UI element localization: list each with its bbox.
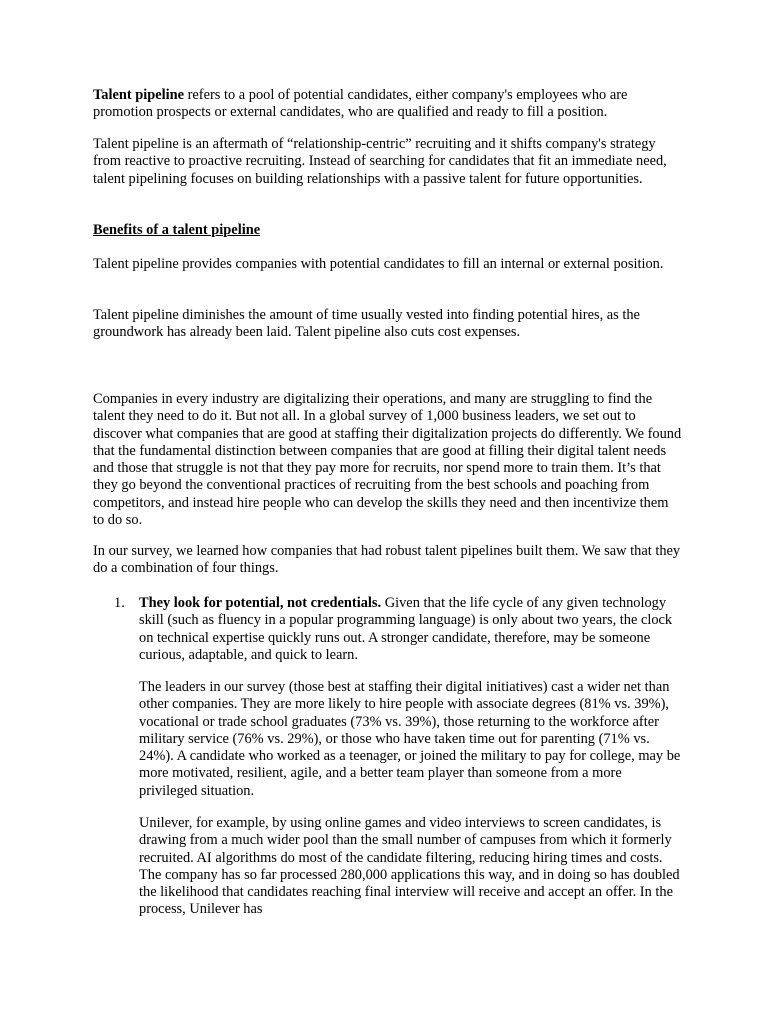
list-number: 1.: [114, 595, 125, 611]
aftermath-paragraph: Talent pipeline is an aftermath of “relationship-centric” recruiting and it shifts company's strategy from reactive to proactive recruiting. Instead of searching for candidates that fit an immediate need, talent pipelining focuses on building relationships with a passive talent for future opportunities.: [93, 136, 667, 187]
list-item-text: Given that the life cycle of any given technology skill (such as fluency in a popular programming language) is only about two years, the clock on technical expertise quickly runs out. A stronger candidate, therefore, may be someone curious, adaptable, and quick to learn.: [139, 595, 673, 663]
unilever-paragraph: Unilever, for example, by using online games and video interviews to screen candidates, is drawing from a much wider pool than the small number of campuses from which it formerly recruited. AI algorithms do most of the candidate filtering, reducing hiring times and costs. The company has so far processed 280,000 applications this way, and in doing so has doubled the likelihood that candidates reaching final interview will receive and accept an offer. In the process, Unilever has: [139, 815, 680, 918]
four-things-paragraph: In our survey, we learned how companies that had robust talent pipelines built them. We saw that they do a combination of four things.: [93, 543, 681, 577]
definition-term: Talent pipeline: [93, 87, 185, 103]
leaders-survey-paragraph: The leaders in our survey (those best at staffing their digital initiatives) cast a wider net than other companies. They are more likely to hire people with associate degrees (81% vs. 39%), vocational or trade school graduates (73% vs. 39%), those returning to the workforce after military service (76% vs. 29%), or those who have taken time out for parenting (71% vs. 24%). A candidate who worked as a teenager, or joined the military to pay for college, may be more motivated, resilient, agile, and a better team player than someone from a more privileged situation.: [139, 679, 681, 799]
benefits-heading: Benefits of a talent pipeline: [93, 222, 261, 238]
benefit-paragraph-1: Talent pipeline provides companies with potential candidates to fill an internal or external position.: [93, 256, 664, 272]
survey-intro-paragraph: Companies in every industry are digitalizing their operations, and many are struggling to find the talent they need to do it. But not all. In a global survey of 1,000 business leaders, we set out to discover what companies that are good at staffing their digitalization projects do differently. We found that the fundamental distinction between companies that are good at filling their digital talent needs and those that struggle is not that they pay more for recruits, nor spend more to train them. It’s that they go beyond the conventional practices of recruiting from the best schools and poaching from competitors, and instead hire people who can develop the skills they need and then incentivize them to do so.: [93, 391, 682, 529]
list-item-lead: They look for potential, not credentials.: [139, 595, 382, 611]
definition-paragraph: [93, 87, 683, 122]
definition-text: refers to a pool of potential candidates, either company's employees who are promotion prospects or external candidates, who are qualified and ready to fill a position.: [93, 87, 628, 121]
benefit-paragraph-2: Talent pipeline diminishes the amount of time usually vested into finding potential hires, as the groundwork has already been laid. Talent pipeline also cuts cost expenses.: [93, 307, 640, 341]
list-item-potential: [139, 595, 683, 664]
